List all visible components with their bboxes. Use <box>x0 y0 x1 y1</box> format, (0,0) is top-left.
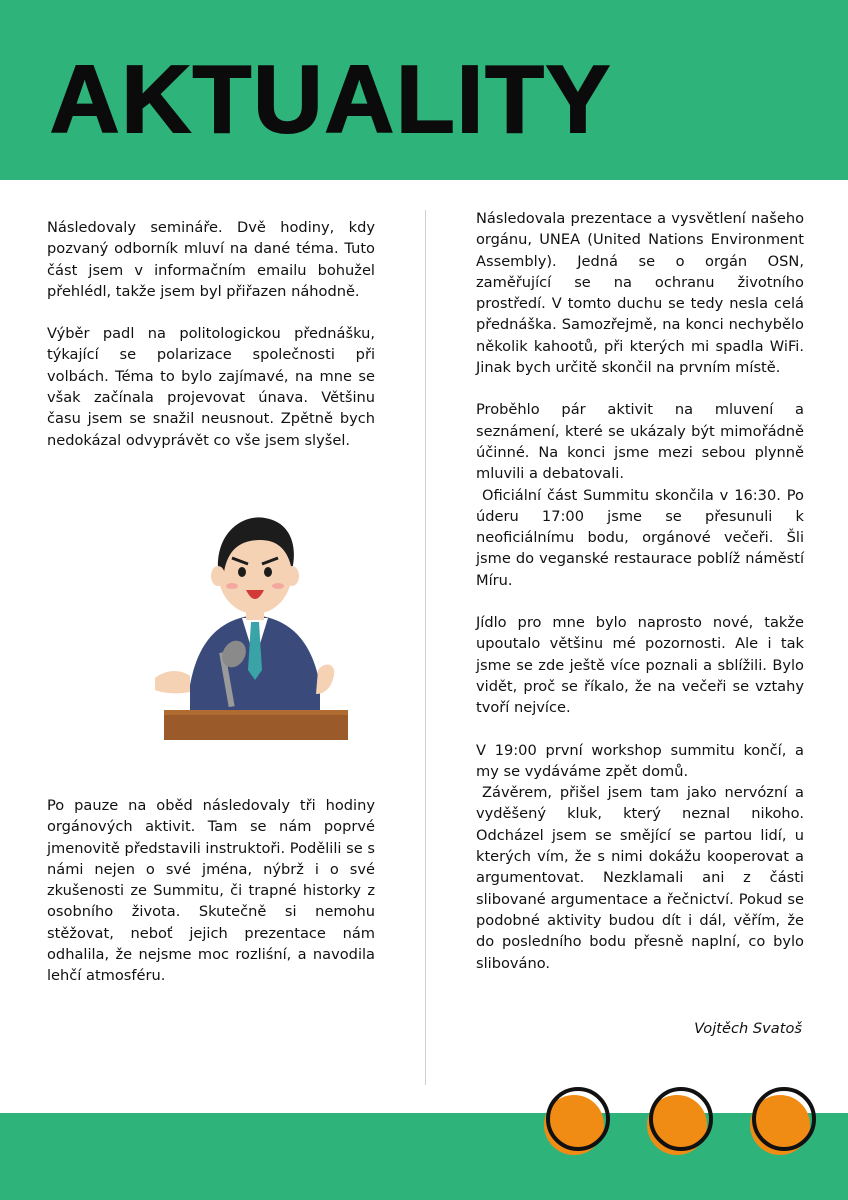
footer-band <box>0 1113 848 1200</box>
left-column-top <box>47 217 375 451</box>
left-column-bottom <box>47 795 375 987</box>
paragraph: Po pauze na oběd následovaly tři hodiny orgánových aktivit. Tam se nám poprvé jmenovitě představili instruktoři. Podělili se s námi nejen o své jména, nýbrž i o své zkušenosti ze Summitu, či trapné historky z osobního života. Skutečně si nemohu stěžovat, neboť jejich prezentace nám odhalila, že nejsme moc rozliśní, a navodila lehčí atmosféru. <box>47 797 375 985</box>
circle-icon <box>744 1085 816 1157</box>
circle-icon <box>641 1085 713 1157</box>
circle-icon <box>538 1085 610 1157</box>
paragraph: Oficiální část Summitu skončila v 16:30. Po úderu 17:00 jsme se přesunuli k neoficiálnímu bodu, orgánové večeři. Šli jsme do veganské restaurace poblíž náměstí Míru. <box>476 486 804 589</box>
paragraph: Proběhlo pár aktivit na mluvení a seznámení, které se ukázaly být mimořádně účinné. Na konci jsme mezi sebou plynně mluvili a debatovali. <box>476 401 804 483</box>
right-column <box>476 208 804 974</box>
paragraph: Výběr padl na politologickou přednášku, týkající se polarizace společnosti při volbách. Téma to bylo zajímavé, na mne se však začínala projevovat únava. Většinu času jsem se snažil neusnout. Zpětně bych nedokázal odvyprávět co vše jsem slyšel. <box>47 325 375 449</box>
paragraph: Následovaly semináře. Dvě hodiny, kdy pozvaný odborník mluví na dané téma. Tuto část jsem v informačním emailu bohužel přehlédl, takže jsem byl přiřazen náhodně. <box>47 219 375 300</box>
paragraph: Jídlo pro mne bylo naprosto nové, takže upoutalo většinu mé pozornosti. Ale i tak jsme se zde ještě více poznali a sblížili. Bylo vidět, proč se říkalo, že na večeři se vztahy tvoří nejvíce. <box>476 614 804 717</box>
paragraph: Následovala prezentace a vysvětlení našeho orgánu, UNEA (United Nations Environment Assembly). Jedná se o orgán OSN, zaměřující se na ochranu životního prostředí. V tomto duchu se tedy nesla celá přednáška. Samozřejmě, na konci nechybělo několik kahootů, při kterých mi spadla WiFi. Jinak bych určitě skončil na prvním místě. <box>476 210 804 377</box>
column-divider <box>425 210 426 1085</box>
author-signature: Vojtěch Svatoš <box>694 1020 802 1037</box>
page-title: AKTUALITY <box>50 46 612 153</box>
paragraph: Závěrem, přišel jsem tam jako nervózní a vyděšený kluk, který neznal nikoho. Odcházel jsem se smějící se partou lidí, u kterých vím, že s nimi dokážu kooperovat a argumentovat. Nezklamali ani z části slibované argumentace a řečnictví. Pokud se podobné aktivity budou dít i dál, věřím, že do posledního bodu přesně naplní, co bylo slibováno. <box>476 784 804 972</box>
paragraph: V 19:00 první workshop summitu končí, a my se vydáváme zpět domů. <box>476 741 804 780</box>
speaker-at-podium-icon <box>150 510 360 745</box>
